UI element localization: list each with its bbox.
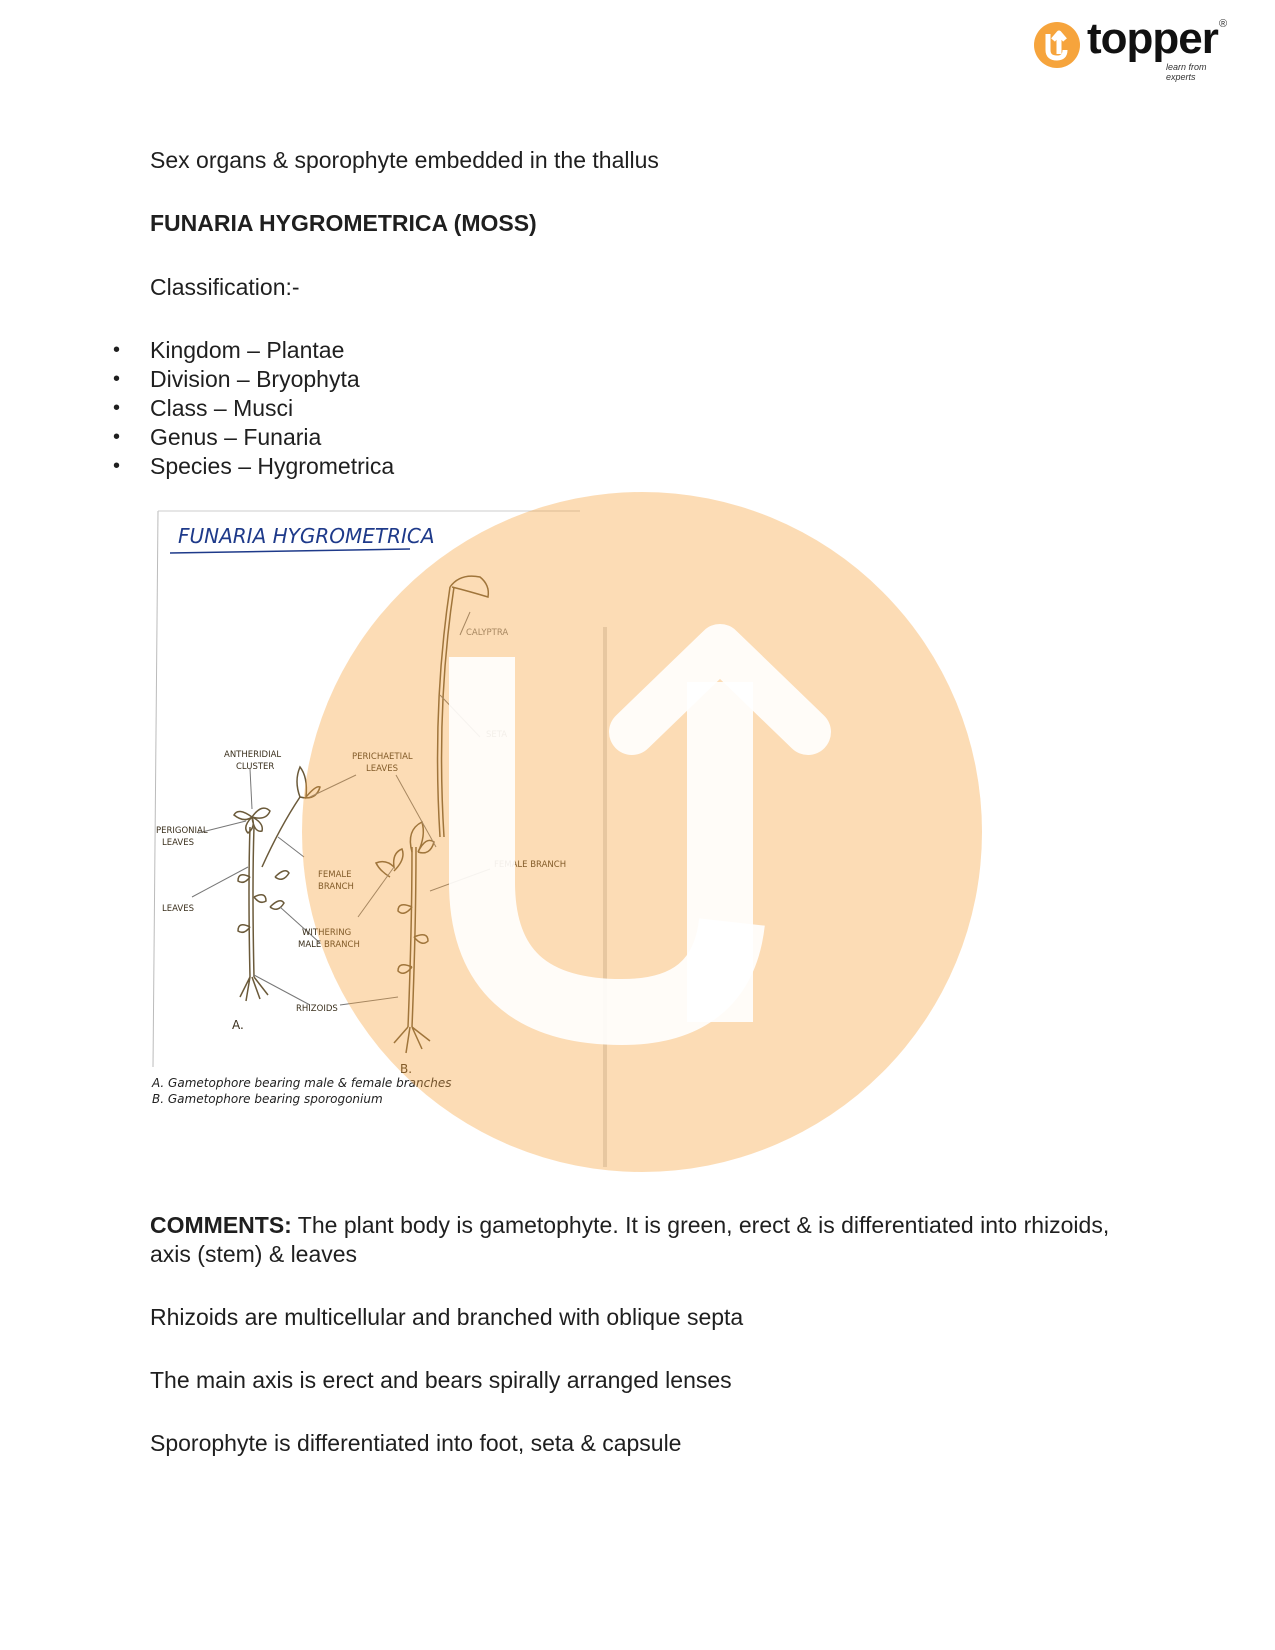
- caption-b: B. Gametophore bearing sporogonium: [152, 1092, 383, 1106]
- label-perigonial-1: PERIGONIAL: [156, 826, 208, 836]
- list-item: • Species – Hygrometrica: [150, 452, 1150, 481]
- list-item: • Kingdom – Plantae: [150, 336, 1150, 365]
- diagram-title: FUNARIA HYGROMETRICA: [178, 524, 435, 548]
- document-body: [150, 146, 1150, 1492]
- comments-paragraph: [150, 1211, 1150, 1269]
- plant-a-drawing: [234, 767, 320, 1001]
- paragraph-axis: The main axis is erect and bears spirally arranged lenses: [150, 1367, 732, 1393]
- intro-text: Sex organs & sporophyte embedded in the thallus: [150, 147, 659, 173]
- topper-logo: [1034, 14, 1234, 82]
- label-rhizoids: RHIZOIDS: [296, 1004, 338, 1014]
- mark-a: A.: [232, 1018, 244, 1032]
- label-perigonial-2: LEAVES: [162, 838, 194, 848]
- plant-b-drawing: [376, 576, 488, 1053]
- classification-list: [150, 336, 1150, 481]
- label-calyptra: CALYPTRA: [466, 628, 509, 638]
- logo-tagline: learn from experts: [1166, 62, 1207, 82]
- funaria-diagram: [150, 507, 610, 1167]
- label-female-a-2: BRANCH: [318, 882, 354, 892]
- comments-text: The plant body is gametophyte. It is green, erect & is differentiated into rhizoids, axis (stem) & leaves: [150, 1212, 1110, 1267]
- label-withering-2: MALE BRANCH: [298, 940, 360, 950]
- comments-label: COMMENTS:: [150, 1212, 292, 1238]
- label-antheridial-2: CLUSTER: [236, 762, 275, 772]
- logo-wordmark: topper: [1087, 14, 1218, 63]
- registered-mark: ®: [1219, 18, 1228, 30]
- label-female-a-1: FEMALE: [318, 870, 352, 880]
- caption-a: A. Gametophore bearing male & female branches: [152, 1076, 452, 1090]
- list-item: • Genus – Funaria: [150, 423, 1150, 452]
- label-perichaetial-2: LEAVES: [366, 764, 398, 774]
- classification-title: Classification:-: [150, 274, 300, 300]
- label-antheridial-1: ANTHERIDIAL: [224, 750, 282, 760]
- list-item: • Class – Musci: [150, 394, 1150, 423]
- label-female-b: FEMALE BRANCH: [494, 860, 567, 870]
- paragraph-rhizoids: Rhizoids are multicellular and branched with oblique septa: [150, 1304, 744, 1330]
- list-item: • Division – Bryophyta: [150, 365, 1150, 394]
- mark-b: B.: [400, 1062, 413, 1076]
- label-withering-1: WITHERING: [302, 928, 352, 938]
- paragraph-sporophyte: Sporophyte is differentiated into foot, seta & capsule: [150, 1430, 682, 1456]
- label-seta: SETA: [486, 730, 508, 740]
- label-leaves: LEAVES: [162, 904, 194, 914]
- logo-arrow-icon: [1034, 22, 1080, 68]
- label-perichaetial-1: PERICHAETIAL: [352, 752, 413, 762]
- section-heading: FUNARIA HYGROMETRICA (MOSS): [150, 210, 537, 236]
